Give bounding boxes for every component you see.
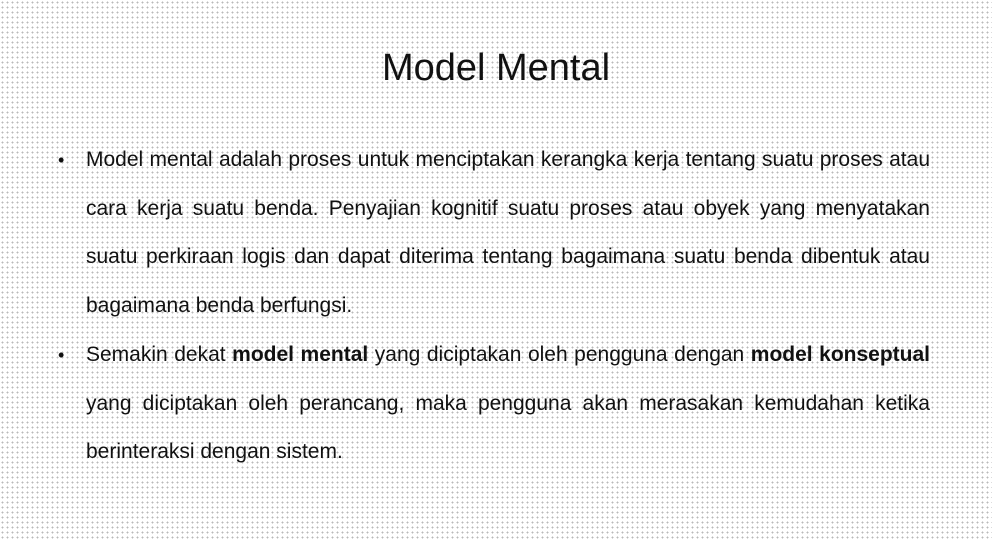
- bullet-text-part: Semakin dekat: [86, 343, 233, 366]
- bullet-icon: •: [58, 150, 65, 170]
- bullet-item-1: [56, 136, 930, 330]
- bullet-text-part: yang diciptakan oleh pengguna dengan: [368, 343, 751, 366]
- bold-term-model-mental: model mental: [232, 343, 369, 366]
- bullet-icon: •: [58, 345, 65, 365]
- bullet-text: Model mental adalah proses untuk menciptakan kerangka kerja tentang suatu proses atau cara kerja suatu benda. Penyajian kognitif suatu proses atau obyek yang menyatakan suatu perkiraan logis dan dapat diterima tentang bagaimana suatu benda dibentuk atau bagaimana benda berfungsi.: [86, 148, 930, 317]
- bullet-text-part: yang diciptakan oleh perancang, maka pengguna akan merasakan kemudahan ketika berinteraksi dengan sistem.: [86, 391, 930, 463]
- bullet-item-2: [56, 331, 930, 477]
- slide-title: Model Mental: [381, 47, 611, 89]
- bullet-list: [56, 136, 930, 478]
- bold-term-model-konseptual: model konseptual: [750, 343, 930, 366]
